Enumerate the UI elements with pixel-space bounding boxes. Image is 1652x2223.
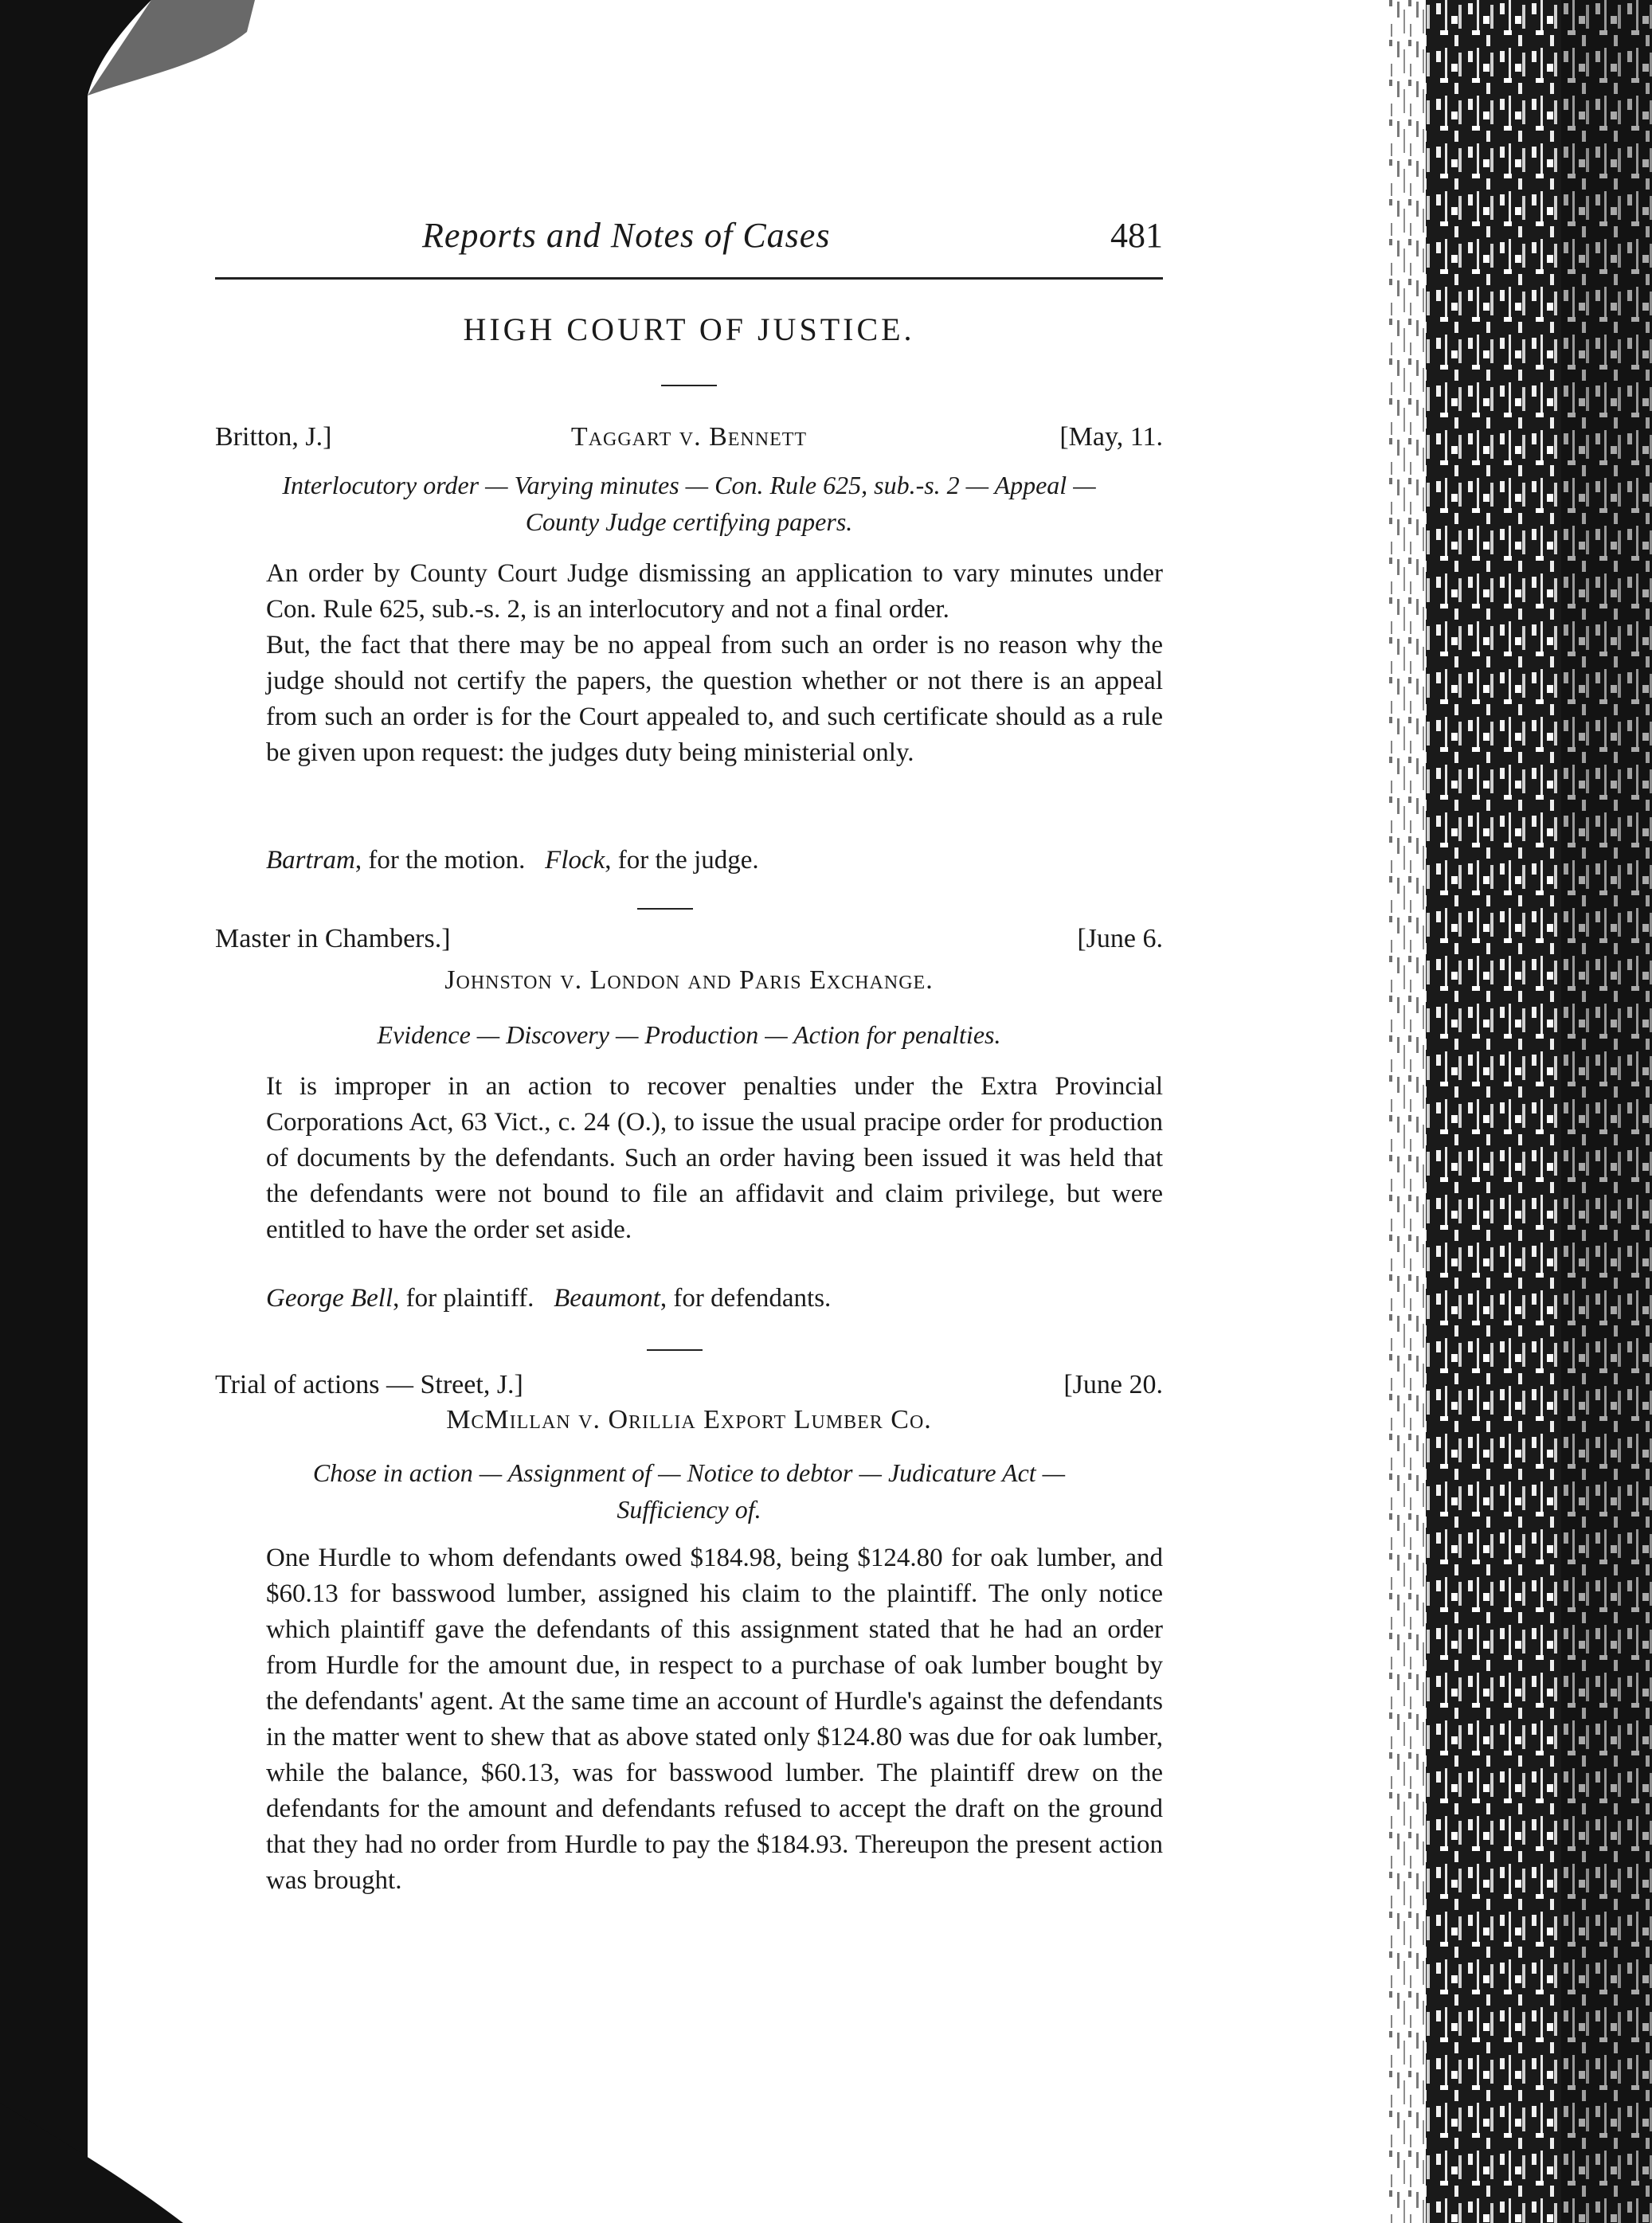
case-2-body [215,1069,1163,1248]
page-number: 481 [1110,216,1163,255]
case-court: Britton, J.] [215,422,332,452]
counsel-role: , for defendants. [660,1284,832,1313]
case-1-headnote [215,467,1163,540]
case-2-header [215,924,1163,964]
case-3-header [215,1370,1163,1410]
running-head-title: Reports and Notes of Cases [422,216,831,255]
paragraph: But, the fact that there may be no appeal from such an order is no reason why the judge should not certify the papers, the question whether or not there is an appeal from such an order is for the Court appealed to, and such certificate should as a rule be given upon request: the judges duty being ministerial only. [266,631,1163,767]
case-date: [June 6. [1077,924,1163,953]
case-3-body [215,1540,1163,1899]
headnote-line: Chose in action — Assignment of — Notice to debtor — Judicature Act — [312,1458,1066,1487]
running-head [215,209,1163,280]
counsel-name: George Bell [266,1284,393,1313]
case-1-header [215,422,1163,462]
case-court: Master in Chambers.] [215,924,451,953]
headnote-line: County Judge certifying papers. [525,507,853,536]
header-rule [215,277,1163,280]
case-name: Johnston v. London and Paris Exchange. [444,965,934,995]
case-name: Taggart v. Bennett [570,422,808,452]
separator [637,908,693,910]
separator [661,385,717,386]
counsel-role: , for plaintiff. [393,1284,534,1313]
case-date: [May, 11. [1059,422,1163,452]
separator [647,1349,703,1351]
paragraph: An order by County Court Judge dismissing an application to vary minutes under Con. Rule 625, sub.-s. 2, is an interlocutory and not a final order. [266,559,1163,624]
case-2-headnote [215,1016,1163,1053]
case-1-counsel [266,843,1142,879]
counsel-name: Bartram [266,846,355,875]
case-date: [June 20. [1063,1370,1163,1399]
headnote-line: Sufficiency of. [617,1495,761,1524]
case-3-headnote [215,1454,1163,1528]
counsel-role: , for the judge. [605,846,759,875]
case-court: Trial of actions — Street, J.] [215,1370,523,1399]
case-1-body [215,556,1163,771]
case-2-counsel [266,1281,1142,1317]
section-title: HIGH COURT OF JUSTICE. [463,311,915,347]
case-name: McMillan v. Orillia Export Lumber Co. [446,1405,932,1434]
headnote-line: Evidence — Discovery — Production — Action for penalties. [377,1020,1001,1049]
paragraph: One Hurdle to whom defendants owed $184.98, being $124.80 for oak lumber, and $60.13 for basswood lumber, assigned his claim to the plaintiff. The only notice which plaintiff gave the defendants of this assignment stated that he had an order from Hurdle for the amount due, in respect to a purchase of oak lumber bought by the defendants' agent. At the same time an account of Hurdle's against the defendants in the matter went to shew that as above stated only $124.80 was due for oak lumber, while the balance, $60.13, was for basswood lumber. The plaintiff drew on the defendants for the amount and defendants refused to accept the draft on the ground that they had no order from Hurdle to pay the $184.93. Thereupon the present action was brought. [266,1544,1163,1895]
headnote-line: Interlocutory order — Varying minutes — Con. Rule 625, sub.-s. 2 — Appeal — [282,471,1096,499]
counsel-name: Flock [545,846,605,875]
paragraph: It is improper in an action to recover penalties under the Extra Provincial Corporations Act, 63 Vict., c. 24 (O.), to issue the usual pracipe order for production of documents by the defendants. Such an order having been issued it was held that the defendants were not bound to file an affidavit and claim privilege, but were entitled to have the order set aside. [266,1072,1163,1244]
counsel-role: , for the motion. [354,846,526,875]
counsel-name: Beaumont [554,1284,660,1313]
